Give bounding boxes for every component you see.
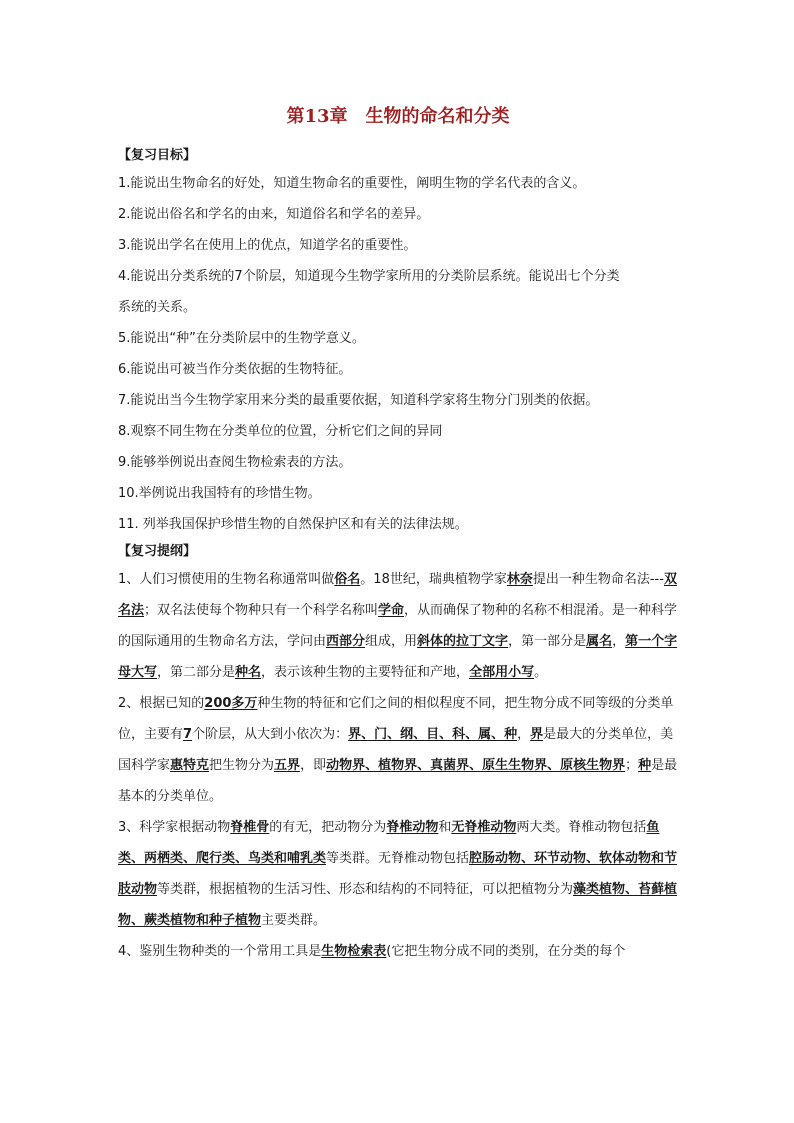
- text-run: 3、科学家根据动物: [118, 820, 231, 835]
- text-run: 两大类。脊椎动物包括: [516, 820, 647, 835]
- key-term: 动物界、植物界、真菌界、原生生物界、原核生物界: [326, 758, 626, 773]
- text-run: ，表示该种生物的主要特征和产地，: [261, 665, 470, 680]
- text-run: 种生物的特征和它们之间的相似程度不同，把生物分成不同等级的分类单位，主要有: [118, 696, 674, 742]
- text-run: ；双名法使每个物种只有一个科学名称叫: [144, 603, 379, 618]
- text-run: 等类群。无脊椎动物包括: [326, 851, 470, 866]
- key-term: 种名: [235, 665, 262, 680]
- text-run: 提出一种生物命名法---: [532, 572, 664, 587]
- key-term: 腔肠动物、环节动物、软体动物和节肢动物: [118, 851, 678, 897]
- key-term: 生物检索表: [321, 944, 387, 959]
- text-run: ，: [517, 727, 531, 742]
- goal-item: 2.能说出俗名和学名的由来，知道俗名和学名的差异。: [118, 207, 430, 222]
- text-run: 把生物分为: [209, 758, 275, 773]
- key-term: 藻类植物、苔藓植物、蕨类植物和种子植物: [118, 882, 678, 928]
- key-term: 种: [638, 758, 652, 773]
- outline-paragraph-2: [118, 688, 678, 812]
- key-term: 林奈: [506, 572, 533, 587]
- key-term: 西部分: [326, 634, 366, 649]
- text-run: 和: [438, 820, 452, 835]
- goal-item: 9.能够举例说出查阅生物检索表的方法。: [118, 455, 352, 470]
- text-run: 等类群，根据植物的生活习性、形态和结构的不同特征，可以把植物分为: [157, 882, 574, 897]
- text-run: ，第二部分是: [157, 665, 236, 680]
- text-run: 主要类群。: [261, 913, 327, 928]
- text-run: 2、根据已知的: [118, 696, 205, 711]
- key-term: 俗名: [334, 572, 361, 587]
- key-term: 无脊椎动物: [451, 820, 517, 835]
- key-term: 脊椎骨: [230, 820, 270, 835]
- key-term: 200多万: [204, 696, 258, 711]
- text-run: 。18世纪，瑞典植物学家: [360, 572, 507, 587]
- text-run: ，即: [300, 758, 327, 773]
- key-term: 界: [530, 727, 544, 742]
- text-run: ，从而确保了物种的名称不相混淆。是一种科学的国际通用的生物命名方法，学问由: [118, 603, 678, 649]
- key-term: 学命: [378, 603, 405, 618]
- outline-paragraph-1: [118, 564, 678, 688]
- goal-item: 7.能说出当今生物学家用来分类的最重要依据，知道科学家将生物分门别类的依据。: [118, 393, 599, 408]
- outline-heading: 【复习提纲】: [118, 544, 197, 559]
- goal-item: 4.能说出分类系统的7个阶层，知道现今生物学家所用的分类阶层系统。能说出七个分类: [118, 269, 620, 284]
- goal-item: 6.能说出可被当作分类依据的生物特征。: [118, 362, 352, 377]
- goal-item: 5.能说出“种”在分类阶层中的生物学意义。: [118, 331, 365, 346]
- text-run: ；: [625, 758, 639, 773]
- goal-item: 8.观察不同生物在分类单位的位置，分析它们之间的异同: [118, 424, 443, 439]
- key-term: 属名: [586, 634, 613, 649]
- goal-item: 1.能说出生物命名的好处，知道生物命名的重要性，阐明生物的学名代表的含义。: [118, 176, 586, 191]
- key-term: 脊椎动物: [386, 820, 439, 835]
- key-term: 全部用小写: [469, 665, 535, 680]
- chapter-title: 第13章 生物的命名和分类: [286, 106, 510, 127]
- text-run: ，第一部分是: [508, 634, 587, 649]
- text-run: 个阶层，从大到小依次为：: [192, 727, 349, 742]
- goal-item: 11. 列举我国保护珍惜生物的自然保护区和有关的法律法规。: [118, 517, 468, 532]
- key-term: 第一个字母大写: [118, 634, 678, 680]
- goal-item: 10.举例说出我国特有的珍惜生物。: [118, 486, 321, 501]
- text-run: 的有无，把动物分为: [269, 820, 387, 835]
- key-term: 斜体的拉丁文字: [417, 634, 509, 649]
- outline-paragraph-3: [118, 812, 678, 936]
- key-term: 五界: [274, 758, 301, 773]
- text-run: ，: [612, 634, 626, 649]
- goals-heading: 【复习目标】: [118, 148, 197, 163]
- text-run: 组成，用: [365, 634, 418, 649]
- document-page: [118, 104, 678, 967]
- text-run: 4、鉴别生物种类的一个常用工具是: [118, 944, 322, 959]
- key-term: 鱼类、两栖类、爬行类、鸟类和哺乳类: [118, 820, 660, 866]
- text-run: 是最基本的分类单位。: [118, 758, 678, 804]
- text-run: (它把生物分成不同的类别，在分类的每个: [386, 944, 626, 959]
- key-term: 双名法: [118, 572, 677, 618]
- key-term: 界、门、纲、目、科、属、种: [348, 727, 518, 742]
- text-run: 。: [534, 665, 548, 680]
- key-term: 惠特克: [170, 758, 210, 773]
- text-run: 1、人们习惯使用的生物名称通常叫做: [118, 572, 335, 587]
- goal-item: 3.能说出学名在使用上的优点，知道学名的重要性。: [118, 238, 417, 253]
- key-term: 7: [183, 727, 193, 742]
- text-run: 是最大的分类单位，美国科学家: [118, 727, 674, 773]
- goal-item-continued: 系统的关系。: [118, 300, 197, 315]
- outline-paragraph-4: [118, 936, 678, 967]
